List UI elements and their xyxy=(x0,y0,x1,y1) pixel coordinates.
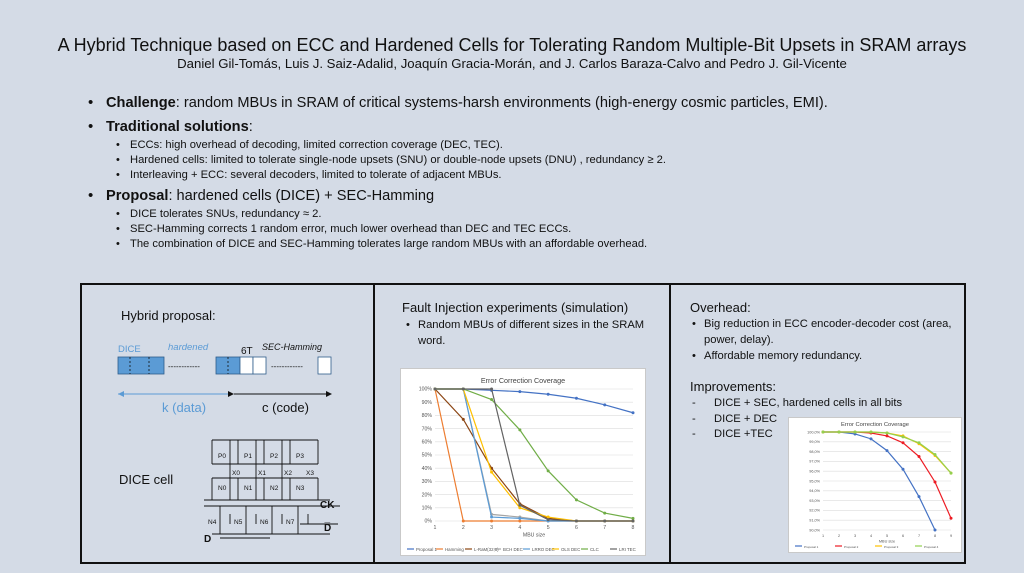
fault-heading: Fault Injection experiments (simulation) xyxy=(402,300,629,315)
legend-label: Proposal 1 xyxy=(416,547,437,552)
data-point xyxy=(518,504,521,507)
challenge-text: : random MBUs in SRAM of critical systems-harsh environments (high-energy cosmic particles, EMI). xyxy=(175,95,828,111)
y-tick-label: 60% xyxy=(421,439,432,446)
chart-title: Error Correction Coverage xyxy=(841,422,909,428)
traditional-item: • ECCs: high overhead of decoding, limited correction coverage (DEC, TEC). xyxy=(130,139,986,151)
data-point xyxy=(950,472,953,475)
dots-label: ------------ xyxy=(271,362,303,371)
legend-label: Hamming xyxy=(445,547,464,552)
code-cell xyxy=(318,357,331,374)
authors: Daniel Gil-Tomás, Luis J. Saiz-Adalid, Joaquín Gracia-Morán, and J. Carlos Baraza-Calvo and Pedro J. Gil-Vicente xyxy=(177,56,847,71)
proposal-text: : hardened cells (DICE) + SEC-Hamming xyxy=(168,188,435,204)
x-tick-label: 8 xyxy=(933,533,937,538)
node-label: N5 xyxy=(234,519,243,526)
legend-label: Proposal 1 xyxy=(804,545,819,549)
data-point xyxy=(547,518,550,521)
data-point xyxy=(918,441,921,444)
data-point xyxy=(854,431,857,434)
x-tick-label: 7 xyxy=(603,525,607,532)
data-point xyxy=(547,469,550,472)
improvement-item: - DICE + SEC, hardened cells in all bits xyxy=(690,396,930,412)
data-point xyxy=(822,431,825,434)
ck-label: CK xyxy=(320,500,335,511)
y-tick-label: 99,0% xyxy=(809,440,820,445)
node-label: N1 xyxy=(244,485,253,492)
dice-cells xyxy=(118,357,164,374)
x-tick-label: 9 xyxy=(949,533,953,538)
series-line xyxy=(823,432,951,518)
challenge-label: Challenge xyxy=(106,95,176,111)
k-data-label: k (data) xyxy=(162,400,207,415)
chart-coverage-main xyxy=(400,368,646,556)
d-label: D xyxy=(204,534,212,545)
x-tick-label: 3 xyxy=(853,533,857,538)
data-point xyxy=(902,441,905,444)
data-point xyxy=(632,520,635,523)
data-point xyxy=(632,517,635,520)
data-point xyxy=(950,517,953,520)
dice-cell-label: DICE cell xyxy=(119,472,174,487)
x-axis-label: MBU size xyxy=(522,532,546,539)
data-point xyxy=(518,520,521,523)
x-tick-label: 2 xyxy=(461,525,465,532)
y-tick-label: 90,0% xyxy=(809,528,820,533)
data-point xyxy=(603,512,606,515)
y-tick-label: 93,0% xyxy=(809,498,820,503)
data-point xyxy=(918,495,921,498)
legend-label: LRI TEC xyxy=(619,547,636,552)
node-label: X2 xyxy=(284,470,292,477)
node-label: N4 xyxy=(208,519,217,526)
data-point xyxy=(886,431,889,434)
chart-coverage-improvements xyxy=(788,417,962,553)
legend-label: LRRO DEC xyxy=(532,547,555,552)
improvement-item: - DICE +TEC xyxy=(690,427,930,443)
legend-label: Proposal 2 xyxy=(844,545,859,549)
legend-label: OLS DEC xyxy=(561,547,581,552)
data-point xyxy=(934,480,937,483)
y-tick-label: 100,0% xyxy=(807,430,820,435)
node-label: P0 xyxy=(218,453,226,460)
data-point xyxy=(870,431,873,434)
node-label: N2 xyxy=(270,485,279,492)
legend-label: Proposal 4 xyxy=(924,545,939,549)
x-tick-label: 6 xyxy=(901,533,905,538)
node-label: N6 xyxy=(260,519,269,526)
data-point xyxy=(490,398,493,401)
traditional-bullet xyxy=(106,119,986,135)
data-point xyxy=(632,411,635,414)
improvements-heading: Improvements: xyxy=(690,379,776,394)
node-label: N3 xyxy=(296,485,305,492)
x-tick-label: 6 xyxy=(574,525,578,532)
x-tick-label: 4 xyxy=(869,533,873,538)
sec-hamming-label: SEC-Hamming xyxy=(262,342,323,352)
dice-label: DICE xyxy=(118,344,141,355)
legend-label: L-RaM(32,8) xyxy=(474,547,499,552)
data-point xyxy=(886,434,889,437)
dice-cell-schematic xyxy=(200,434,350,546)
chart-2-svg xyxy=(789,418,961,552)
chart-title: Error Correction Coverage xyxy=(480,376,566,385)
data-point xyxy=(838,431,841,434)
x-tick-label: 7 xyxy=(917,533,921,538)
y-tick-label: 95,0% xyxy=(809,479,820,484)
dots-label: ------------ xyxy=(168,362,200,371)
y-tick-label: 90% xyxy=(421,399,432,406)
hardened-label: hardened xyxy=(168,342,209,353)
data-point xyxy=(886,449,889,452)
poster-title: A Hybrid Technique based on ECC and Hardened Cells for Tolerating Random Multiple-Bit Upsets in SRAM arrays xyxy=(57,35,967,55)
node-label: N7 xyxy=(286,519,295,526)
legend-label: CLC xyxy=(590,547,599,552)
y-tick-label: 30% xyxy=(421,479,432,486)
y-tick-label: 40% xyxy=(421,465,432,472)
fault-list xyxy=(404,317,654,349)
hybrid-heading: Hybrid proposal: xyxy=(121,308,216,323)
legend-label: Proposal 3 xyxy=(884,545,899,549)
data-point xyxy=(434,388,437,391)
data-point xyxy=(490,471,493,474)
panel-divider xyxy=(669,283,671,564)
proposal-bullet xyxy=(106,188,986,204)
node-label: X0 xyxy=(232,470,240,477)
x-tick-label: 5 xyxy=(546,525,550,532)
y-tick-label: 80% xyxy=(421,413,432,420)
x-tick-label: 8 xyxy=(631,525,635,532)
proposal-item: • SEC-Hamming corrects 1 random error, much lower overhead than DEC and TEC ECCs. xyxy=(130,223,986,235)
series-line xyxy=(435,389,633,518)
data-point xyxy=(490,388,493,391)
dbar-label: D̅ xyxy=(324,523,332,534)
x-tick-label: 5 xyxy=(885,533,889,538)
y-tick-label: 97,0% xyxy=(809,459,820,464)
data-point xyxy=(547,516,550,519)
y-tick-label: 100% xyxy=(418,386,432,393)
overhead-item: • Affordable memory redundancy. xyxy=(690,348,952,364)
data-point xyxy=(462,520,465,523)
x-tick-label: 1 xyxy=(433,525,437,532)
six-t-label: 6T xyxy=(241,346,253,357)
node-label: P3 xyxy=(296,453,304,460)
y-tick-label: 91,0% xyxy=(809,518,820,523)
panel-divider xyxy=(373,283,375,564)
legend-label: BCH DEC xyxy=(503,547,523,552)
data-point xyxy=(518,390,521,393)
improvement-item: - DICE + DEC xyxy=(690,412,930,428)
word-layout-diagram xyxy=(110,332,360,422)
data-point xyxy=(518,506,521,509)
data-point xyxy=(603,520,606,523)
traditional-item: • Interleaving + ECC: several decoders, limited to tolerate of adjacent MBUs. xyxy=(130,169,986,181)
fault-item: • Random MBUs of different sizes in the SRAM word. xyxy=(404,317,654,349)
data-point xyxy=(518,428,521,431)
challenge-bullet xyxy=(106,95,986,111)
data-point xyxy=(462,418,465,421)
y-tick-label: 92,0% xyxy=(809,508,820,513)
data-point xyxy=(575,520,578,523)
c-code-label: c (code) xyxy=(262,400,309,415)
data-point xyxy=(918,455,921,458)
overhead-item: • Big reduction in ECC encoder-decoder cost (area, power, delay). xyxy=(690,316,952,348)
y-tick-label: 96,0% xyxy=(809,469,820,474)
node-label: P1 xyxy=(244,453,252,460)
data-point xyxy=(547,393,550,396)
y-tick-label: 50% xyxy=(421,452,432,459)
x-tick-label: 3 xyxy=(490,525,494,532)
code-cell xyxy=(240,357,253,374)
y-tick-label: 20% xyxy=(421,492,432,499)
y-tick-label: 98,0% xyxy=(809,449,820,454)
overhead-heading: Overhead: xyxy=(690,300,751,315)
data-point xyxy=(902,468,905,471)
data-point xyxy=(490,516,493,519)
traditional-label: Traditional solutions xyxy=(106,119,249,135)
proposal-label: Proposal xyxy=(106,188,169,204)
x-tick-label: 4 xyxy=(518,525,522,532)
data-point xyxy=(934,529,937,532)
data-point xyxy=(934,453,937,456)
traditional-text: : xyxy=(248,119,253,135)
node-label: P2 xyxy=(270,453,278,460)
series-line xyxy=(823,432,951,473)
x-tick-label: 2 xyxy=(837,533,841,538)
x-tick-label: 1 xyxy=(821,533,825,538)
proposal-item: • The combination of DICE and SEC-Hamming tolerates large random MBUs with an affordable overhead. xyxy=(130,238,986,250)
data-point xyxy=(575,498,578,501)
data-point xyxy=(603,403,606,406)
code-cell xyxy=(253,357,266,374)
y-tick-label: 0% xyxy=(424,518,432,525)
x-axis-label: MBU size xyxy=(878,539,896,544)
traditional-item: • Hardened cells: limited to tolerate single-node upsets (SNU) or double-node upsets (DNU) , redundancy ≥ 2. xyxy=(130,154,986,166)
node-label: N0 xyxy=(218,485,227,492)
y-tick-label: 10% xyxy=(421,505,432,512)
main-bullets xyxy=(86,95,986,253)
y-tick-label: 70% xyxy=(421,426,432,433)
data-point xyxy=(518,517,521,520)
proposal-item: • DICE tolerates SNUs, redundancy ≈ 2. xyxy=(130,208,986,220)
overhead-list xyxy=(690,316,952,364)
data-point xyxy=(462,388,465,391)
node-label: X1 xyxy=(258,470,266,477)
data-point xyxy=(870,437,873,440)
node-label: X3 xyxy=(306,470,314,477)
data-point xyxy=(575,397,578,400)
data-point xyxy=(490,520,493,523)
data-point xyxy=(902,435,905,438)
chart-1-svg xyxy=(401,369,645,555)
y-tick-label: 94,0% xyxy=(809,489,820,494)
